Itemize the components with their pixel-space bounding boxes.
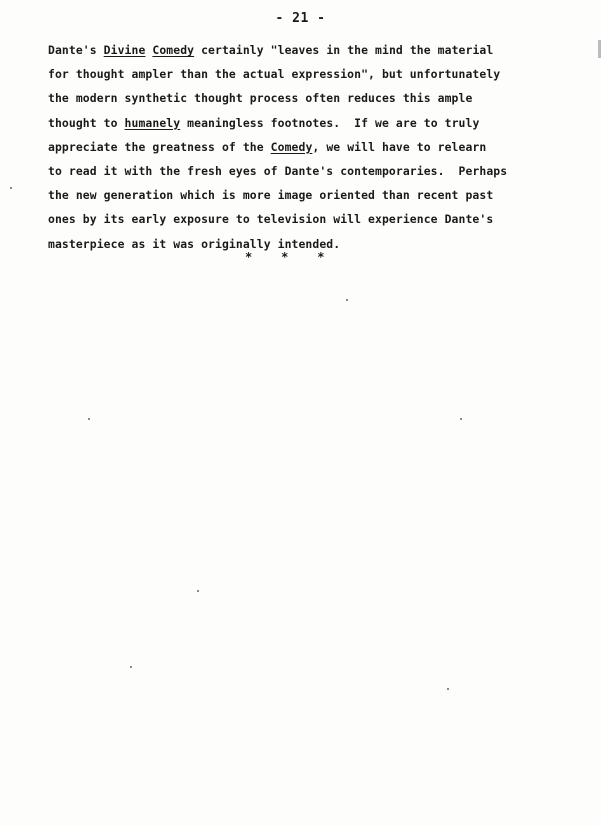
- text-line: [48, 86, 548, 110]
- text-run: certainly "leaves in the mind the material: [194, 43, 494, 57]
- paper-speck: [130, 666, 132, 668]
- paper-speck: [88, 418, 90, 420]
- text-run: ones by its early exposure to television will experience Dante's: [48, 212, 494, 227]
- paper-speck: [10, 187, 12, 189]
- underlined-title-word: Divine: [103, 43, 146, 57]
- text-line: [48, 183, 548, 207]
- text-line: [48, 135, 548, 159]
- text-line: [48, 207, 548, 231]
- text-run: the modern synthetic thought process often reduces this ample: [48, 91, 473, 106]
- text-run: to read it with the fresh eyes of Dante's contemporaries. Perhaps: [48, 163, 508, 178]
- section-break-asterisks: * * *: [245, 250, 325, 264]
- text-line: [48, 38, 548, 62]
- text-line: [48, 62, 548, 86]
- text-run: appreciate the greatness of the: [48, 139, 271, 154]
- text-run: thought to: [48, 115, 125, 130]
- text-line: [48, 159, 548, 183]
- text-run: , we will have to relearn: [312, 139, 487, 154]
- body-paragraph: [48, 38, 548, 256]
- paper-speck: [346, 299, 348, 301]
- text-run: the new generation which is more image oriented than recent past: [48, 188, 494, 203]
- paper-speck: [460, 418, 462, 420]
- text-line: [48, 111, 548, 135]
- underlined-title-word: Comedy: [152, 43, 195, 57]
- underlined-word: humanely: [124, 115, 181, 130]
- paper-speck: [447, 688, 449, 690]
- text-run: Dante's: [48, 43, 104, 57]
- text-run: meaningless footnotes. If we are to truly: [180, 115, 480, 130]
- text-run: for thought ampler than the actual expression", but unfortunately: [48, 67, 501, 82]
- paper-speck: [197, 590, 199, 592]
- underlined-title-word: Comedy: [270, 139, 313, 154]
- page-number: - 21 -: [275, 11, 326, 26]
- text-run: masterpiece as it was originally intended.: [48, 236, 341, 251]
